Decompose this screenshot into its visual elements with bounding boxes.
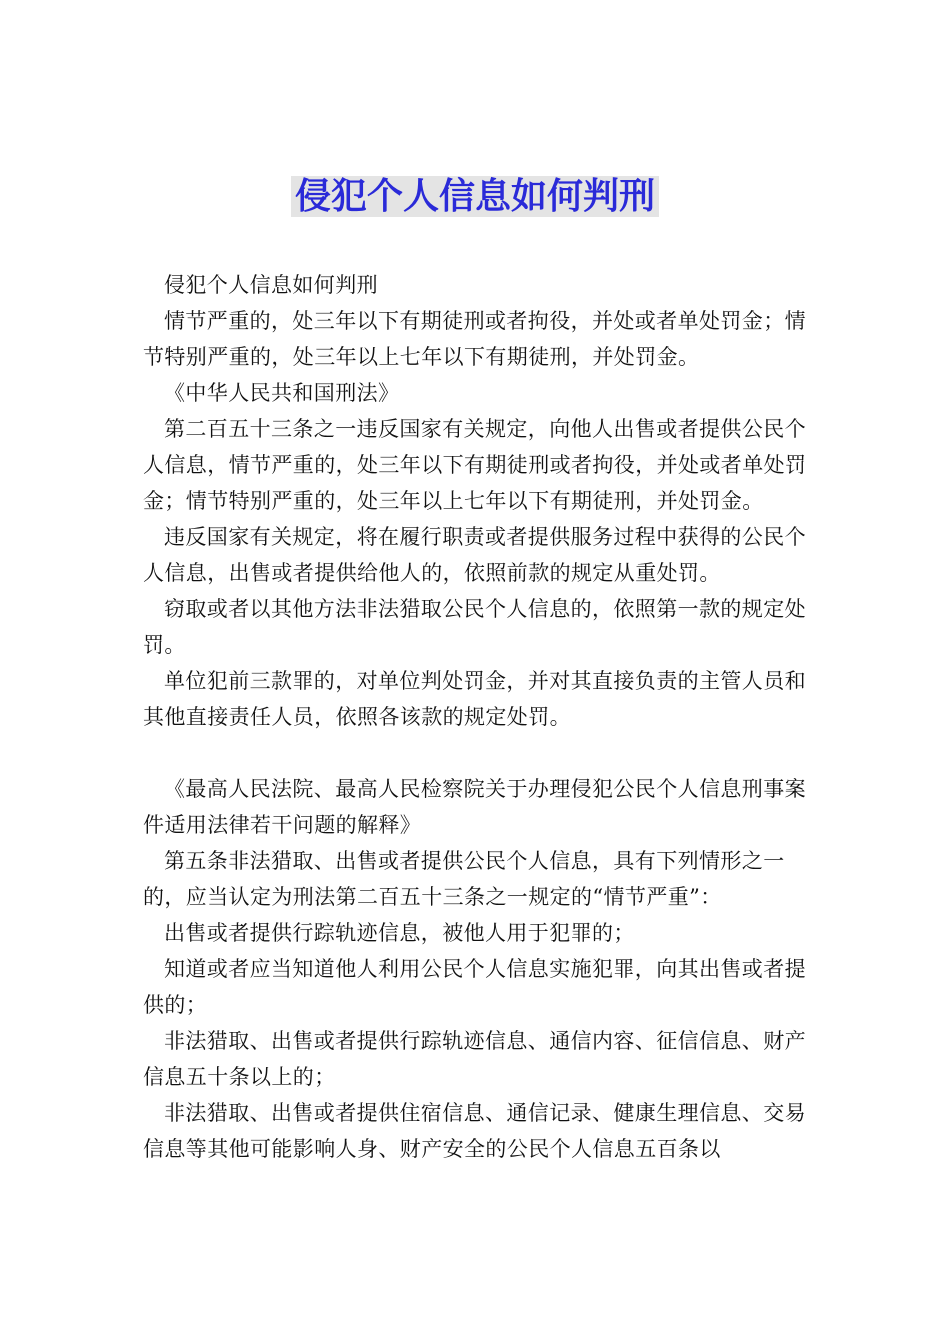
paragraph: 《中华人民共和国刑法》 (164, 381, 400, 405)
paragraph: 单位犯前三款罪的，对单位判处罚金，并对其直接负责的主管人员和其他直接责任人员，依照各该款的规定处罚。 (143, 669, 806, 729)
document-title (0, 170, 950, 224)
paragraph: 情节严重的，处三年以下有期徒刑或者拘役，并处或者单处罚金；情节特别严重的，处三年以上七年以下有期徒刑，并处罚金。 (143, 309, 806, 369)
paragraph: 第二百五十三条之一违反国家有关规定，向他人出售或者提供公民个人信息，情节严重的，处三年以下有期徒刑或者拘役，并处或者单处罚金；情节特别严重的，处三年以上七年以下有期徒刑，并处罚金。 (143, 417, 807, 513)
paragraph: 知道或者应当知道他人利用公民个人信息实施犯罪，向其出售或者提供的； (143, 957, 806, 1017)
document-title-text: 侵犯个人信息如何判刑 (291, 176, 659, 217)
paragraph: 《最高人民法院、最高人民检察院关于办理侵犯公民个人信息刑事案件适用法律若干问题的解释》 (143, 777, 806, 837)
document-body (143, 267, 807, 1167)
paragraph: 非法猎取、出售或者提供住宿信息、通信记录、健康生理信息、交易信息等其他可能影响人身、财产安全的公民个人信息五百条以 (143, 1101, 806, 1161)
paragraph: 违反国家有关规定，将在履行职责或者提供服务过程中获得的公民个人信息，出售或者提供给他人的，依照前款的规定从重处罚。 (143, 525, 806, 585)
paragraph: 出售或者提供行踪轨迹信息，被他人用于犯罪的； (164, 921, 635, 945)
paragraph-spacer (143, 735, 807, 771)
paragraph: 侵犯个人信息如何判刑 (164, 273, 378, 297)
paragraph: 第五条非法猎取、出售或者提供公民个人信息，具有下列情形之一的，应当认定为刑法第二百五十三条之一规定的“情节严重”： (143, 849, 785, 909)
paragraph: 非法猎取、出售或者提供行踪轨迹信息、通信内容、征信信息、财产信息五十条以上的； (143, 1029, 806, 1089)
paragraph: 窃取或者以其他方法非法猎取公民个人信息的，依照第一款的规定处罚。 (143, 597, 806, 657)
